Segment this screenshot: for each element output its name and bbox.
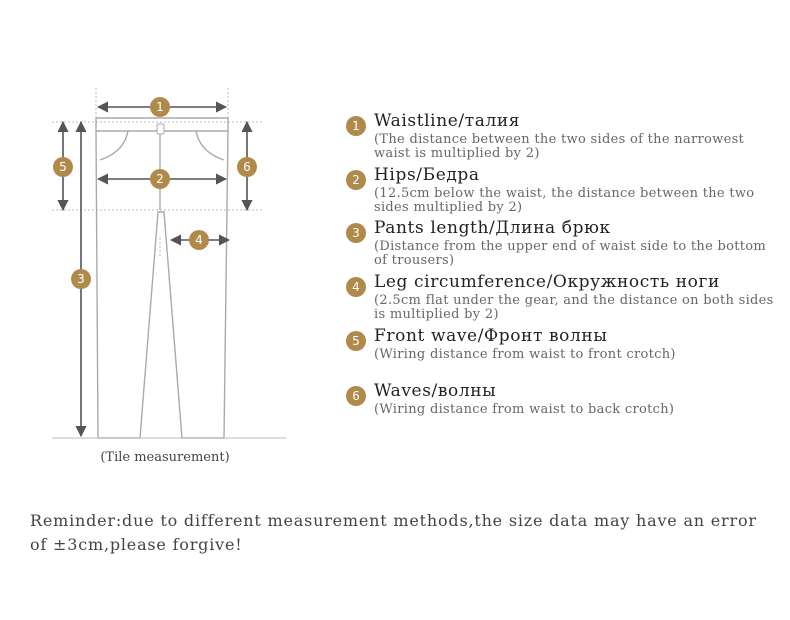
legend-title: Waistline/талия — [374, 111, 521, 131]
legend-number: 2 — [346, 170, 366, 190]
badge-hips — [150, 169, 170, 189]
right-pocket — [196, 131, 224, 160]
measure-arrows — [63, 107, 247, 436]
button-icon — [157, 124, 164, 134]
legend-title: Hips/Бедра — [374, 165, 480, 185]
legend-description: (2.5cm flat under the gear, and the distance on both sides is multiplied by 2) — [374, 293, 774, 322]
legend-description: (The distance between the two sides of the narrowest waist is multiplied by 2) — [374, 132, 745, 161]
badge-hips-label: 2 — [156, 172, 164, 186]
pants-outline — [96, 118, 228, 438]
diagram-caption: (Tile measurement) — [100, 450, 230, 465]
legend-number: 4 — [346, 277, 366, 297]
badge-pants-length-label: 3 — [77, 272, 85, 286]
legend-number: 3 — [346, 223, 366, 243]
reminder-note: Reminder:due to different measurement methods,the size data may have an error of ±3cm,please forgive! — [30, 511, 757, 554]
legend-title: Waves/волны — [374, 381, 497, 401]
legend-title: Front wave/Фронт волны — [374, 326, 608, 346]
legend-description: (Wiring distance from waist to back crotch) — [374, 402, 675, 417]
legend-description: (Distance from the upper end of waist side to the bottom of trousers) — [374, 239, 767, 268]
legend-description: (Wiring distance from waist to front crotch) — [374, 347, 676, 362]
legend-title: Leg circumference/Окружность ноги — [374, 272, 720, 292]
badge-waves-label: 6 — [243, 160, 251, 174]
badge-waistline — [150, 97, 170, 117]
pants-measurement-diagram — [0, 0, 300, 480]
left-pocket — [100, 131, 128, 160]
badge-waves — [237, 157, 257, 177]
badge-waistline-label: 1 — [156, 100, 164, 114]
badge-front-wave — [53, 157, 73, 177]
legend-number: 6 — [346, 386, 366, 406]
legend-number: 5 — [346, 331, 366, 351]
legend-description: (12.5cm below the waist, the distance between the two sides multiplied by 2) — [374, 186, 755, 215]
legend-title: Pants length/Длина брюк — [374, 218, 611, 238]
badge-leg — [189, 230, 209, 250]
legend-number: 1 — [346, 116, 366, 136]
badge-leg-label: 4 — [195, 233, 203, 247]
badge-pants-length — [71, 269, 91, 289]
badge-front-wave-label: 5 — [59, 160, 67, 174]
